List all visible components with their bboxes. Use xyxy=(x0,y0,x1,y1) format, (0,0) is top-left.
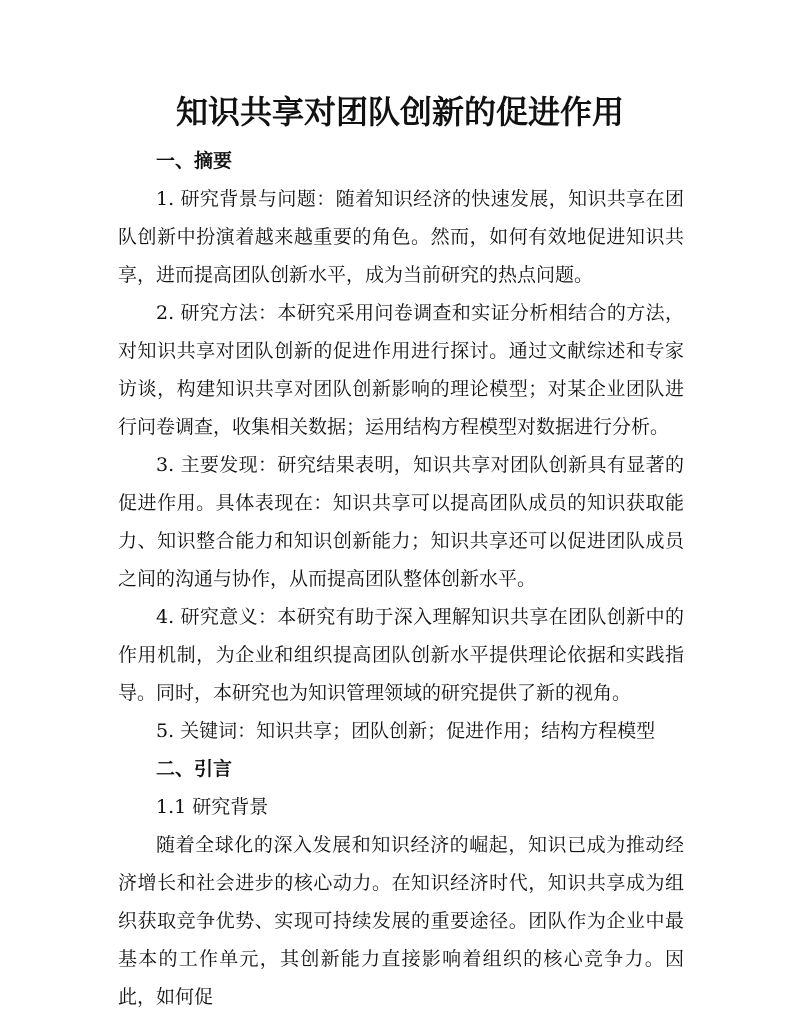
abstract-item-1: 1. 研究背景与问题：随着知识经济的快速发展，知识共享在团队创新中扮演着越来越重要的角色。然而，如何有效地促进知识共享，进而提高团队创新水平，成为当前研究的热点问题。 xyxy=(118,188,684,286)
section-heading-introduction: 二、引言 xyxy=(156,758,233,780)
document-title: 知识共享对团队创新的促进作用 xyxy=(175,93,624,131)
abstract-item-5: 5. 关键词：知识共享；团队创新；促进作用；结构方程模型 xyxy=(156,720,656,742)
subsection-heading-background: 1.1 研究背景 xyxy=(156,796,269,818)
abstract-item-4: 4. 研究意义：本研究有助于深入理解知识共享在团队创新中的作用机制，为企业和组织提高团队创新水平提供理论依据和实践指导。同时，本研究也为知识管理领域的研究提供了新的视角。 xyxy=(118,606,684,704)
abstract-item-2: 2. 研究方法：本研究采用问卷调查和实证分析相结合的方法，对知识共享对团队创新的促进作用进行探讨。通过文献综述和专家访谈，构建知识共享对团队创新影响的理论模型；对某企业团队进行问卷调查，收集相关数据；运用结构方程模型对数据进行分析。 xyxy=(118,302,684,438)
section-heading-abstract: 一、摘要 xyxy=(156,150,233,172)
abstract-item-3: 3. 主要发现：研究结果表明，知识共享对团队创新具有显著的促进作用。具体表现在：知识共享可以提高团队成员的知识获取能力、知识整合能力和知识创新能力；知识共享还可以促进团队成员之间的沟通与协作，从而提高团队整体创新水平。 xyxy=(118,454,684,590)
document-body xyxy=(118,142,684,1016)
intro-paragraph: 随着全球化的深入发展和知识经济的崛起，知识已成为推动经济增长和社会进步的核心动力。在知识经济时代，知识共享成为组织获取竞争优势、实现可持续发展的重要途径。团队作为企业中最基本的工作单元，其创新能力直接影响着组织的核心竞争力。因此，如何促 xyxy=(118,834,684,1008)
